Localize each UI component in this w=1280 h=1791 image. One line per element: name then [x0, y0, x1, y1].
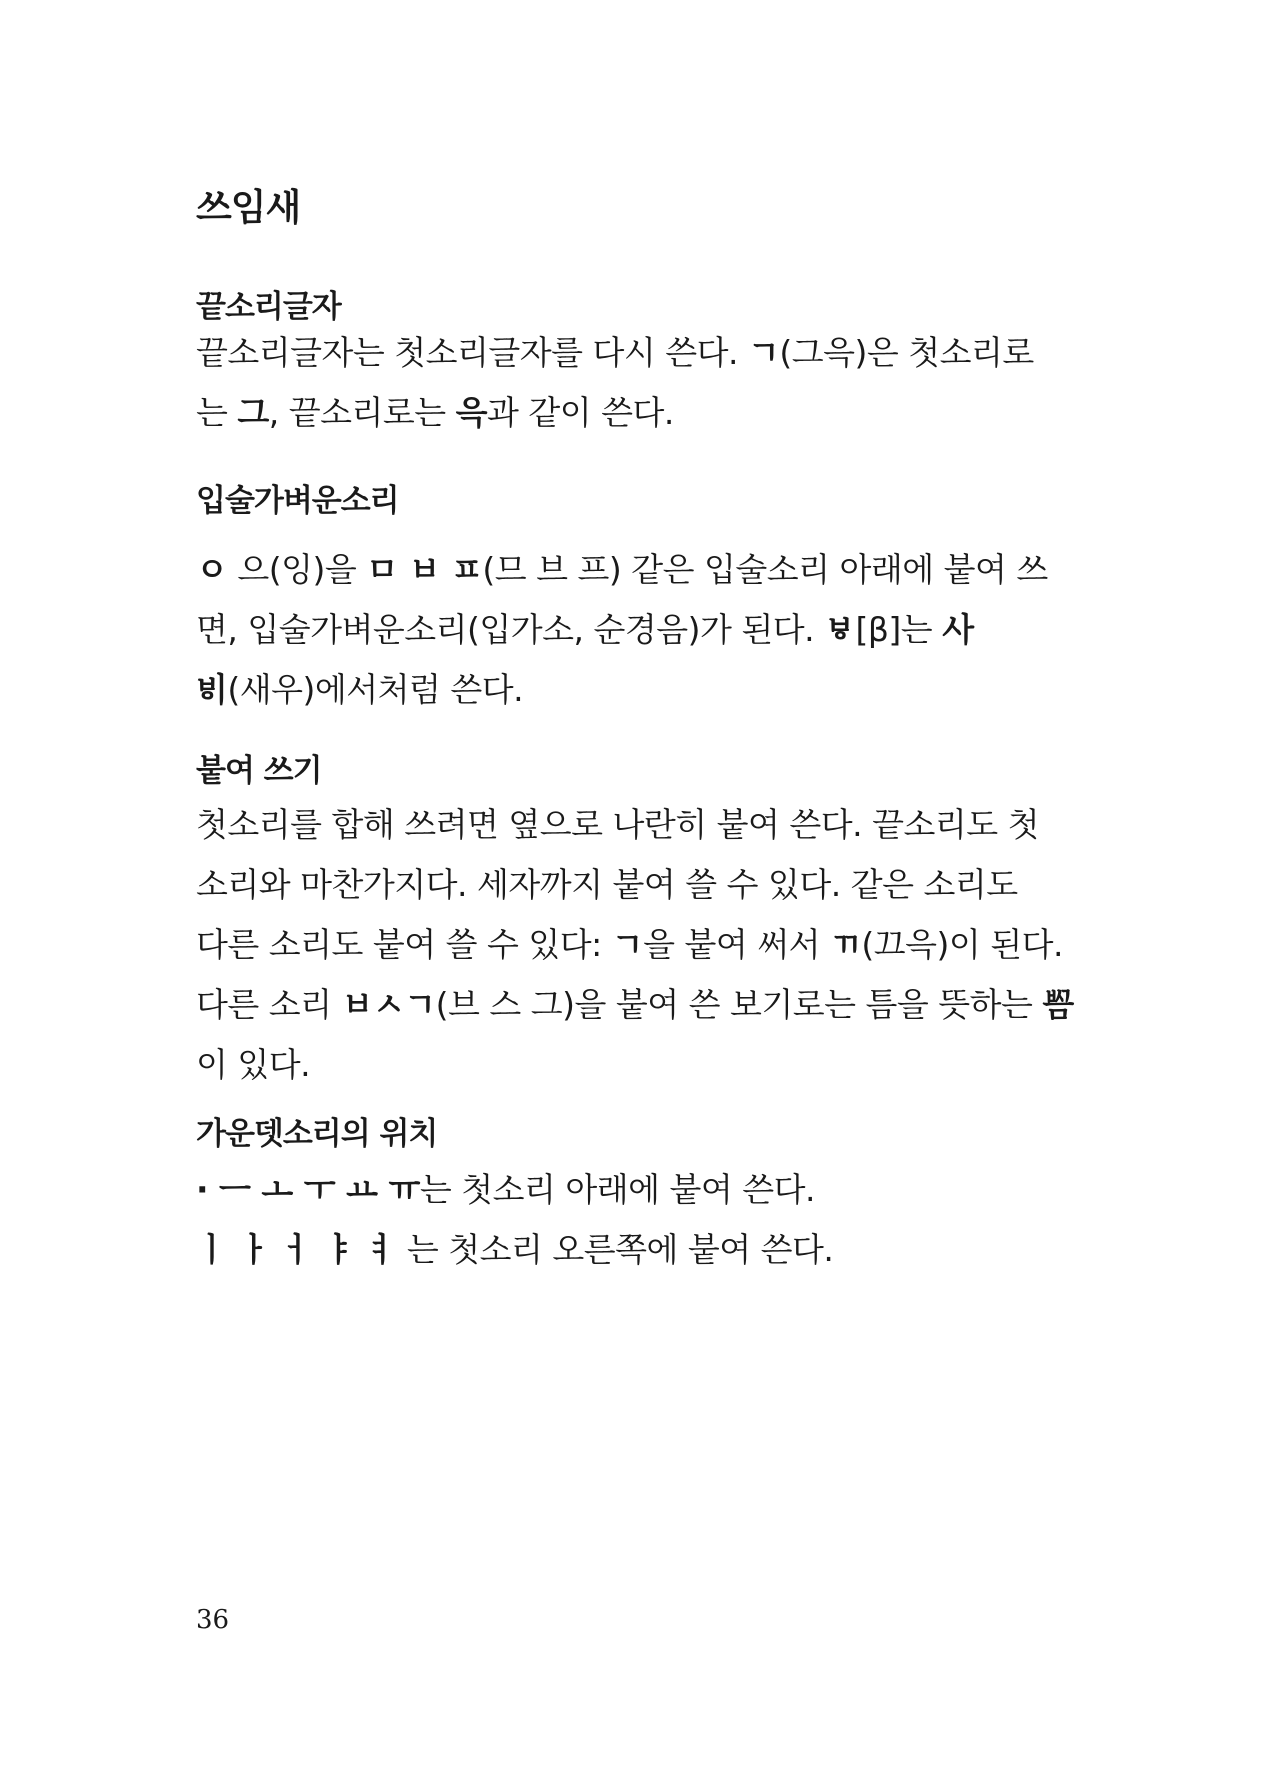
text-run: (브 스 그)을 붙여 쓴 보기로는 틈을 뜻하는 — [435, 985, 1043, 1024]
hangul-glyph: 윽 — [455, 393, 488, 432]
hangul-glyph: ㄱ — [748, 333, 780, 372]
hangul-glyph: ㅁ ㅂ ㅍ — [366, 550, 483, 589]
text-line — [196, 975, 1126, 1035]
hangul-glyph: ㅇ — [196, 550, 228, 589]
text-run: 첫소리를 합해 쓰려면 옆으로 나란히 붙여 쓴다. 끝소리도 첫 — [196, 805, 1039, 844]
hangul-glyph: 사 — [942, 610, 974, 649]
text-line — [196, 1035, 1126, 1095]
text-run: 으(잉)을 — [227, 550, 367, 589]
text-line — [196, 323, 1126, 383]
hangul-glyph: 그 — [237, 393, 269, 432]
hangul-glyph: ᄢᅳᆷ — [1042, 985, 1074, 1024]
hangul-glyph: · ㅡ ㅗ ㅜ ㅛ ㅠ — [196, 1170, 420, 1209]
text-run: 소리와 마찬가지다. 세자까지 붙여 쓸 수 있다. 같은 소리도 — [196, 865, 1018, 904]
section-body-light-labials — [196, 540, 1126, 720]
section-body-final-consonants — [196, 323, 1126, 443]
text-run: [β]는 — [855, 610, 943, 649]
text-run: 이 있다. — [196, 1045, 311, 1084]
text-run: 을 붙여 써서 — [643, 925, 830, 964]
section-heading-light-labials: 입술가벼운소리 — [196, 483, 399, 519]
text-line — [196, 1160, 1126, 1220]
hangul-glyph: ᄫᅵ — [196, 670, 228, 709]
page-number: 36 — [196, 1605, 230, 1635]
text-line — [196, 855, 1126, 915]
hangul-glyph: ㅸ — [824, 610, 856, 649]
text-run: , 끝소리로는 — [268, 393, 456, 432]
text-run: (새우)에서처럼 쓴다. — [227, 670, 524, 709]
section-body-combining — [196, 795, 1126, 1095]
hangul-glyph: ㅂㅅㄱ — [341, 985, 436, 1024]
text-run: 과 같이 쓴다. — [487, 393, 674, 432]
text-run: 다른 소리도 붙여 쓸 수 있다: — [196, 925, 612, 964]
section-heading-vowel-position: 가운뎃소리의 위치 — [196, 1116, 438, 1152]
page-title: 쓰임새 — [196, 186, 301, 229]
text-run: (끄윽)이 된다. — [861, 925, 1063, 964]
hangul-glyph: ㄱ — [611, 925, 644, 964]
text-run: (므 브 프) 같은 입술소리 아래에 붙여 쓰 — [482, 550, 1048, 589]
hangul-glyph: ㄲ — [829, 925, 862, 964]
section-heading-combining: 붙여 쓰기 — [196, 753, 322, 789]
text-run: 끝소리글자는 첫소리글자를 다시 쓴다. — [196, 333, 748, 372]
text-run: (그윽)은 첫소리로 — [779, 333, 1034, 372]
text-line — [196, 1220, 1126, 1280]
text-run: 는 — [196, 393, 238, 432]
text-line — [196, 795, 1126, 855]
hangul-glyph: ㅣ ㅏ ㅓ ㅑ ㅕ — [196, 1230, 397, 1269]
section-heading-final-consonants: 끝소리글자 — [196, 289, 341, 325]
text-line — [196, 383, 1126, 443]
section-body-vowel-position — [196, 1160, 1126, 1280]
text-run: 다른 소리 — [196, 985, 342, 1024]
text-line — [196, 660, 1126, 720]
text-line — [196, 600, 1126, 660]
text-line — [196, 915, 1126, 975]
text-run: 면, 입술가벼운소리(입가소, 순경음)가 된다. — [196, 610, 825, 649]
text-run: 는 첫소리 오른쪽에 붙여 쓴다. — [396, 1230, 834, 1269]
text-run: 는 첫소리 아래에 붙여 쓴다. — [419, 1170, 815, 1209]
text-line — [196, 540, 1126, 600]
